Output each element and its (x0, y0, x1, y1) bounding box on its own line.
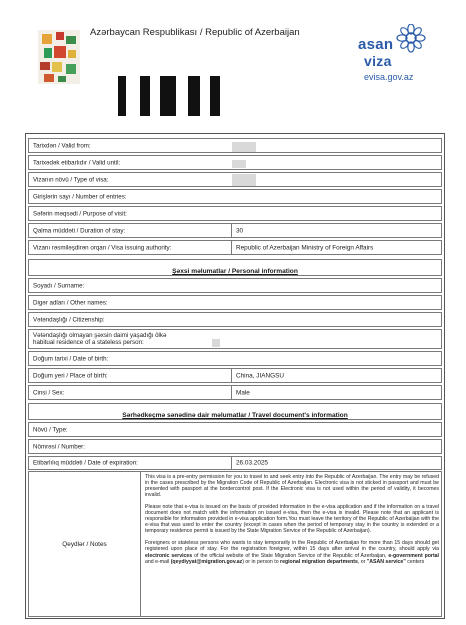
field-sex (28, 385, 442, 400)
field-label: Soyadı / Surname: (33, 281, 85, 289)
field-citizenship (28, 312, 442, 327)
redacted-value (232, 142, 256, 152)
notes-label: Qeydlər / Notes (29, 472, 141, 616)
field-authority (28, 240, 442, 255)
notes-row (28, 471, 442, 617)
redacted-barcode (118, 76, 126, 116)
field-label: Digər adları / Other names: (33, 298, 108, 306)
field-label: Qalma müddəti / Duration of stay: (33, 226, 126, 234)
document-header (0, 0, 466, 132)
redacted-value (212, 339, 220, 347)
notes-span: centers (407, 558, 425, 565)
section-title: Sərhədkeçmə sənədinə dair məlumatlar / Travel document's information (122, 412, 348, 419)
notes-email: (qeydiyyat@migration.gov.az (170, 558, 243, 565)
section-title: Şəxsi məlumatlar / Personal information (172, 268, 298, 275)
redacted-value (232, 174, 256, 186)
field-label: Girişlərin sayı / Number of entries: (33, 192, 127, 200)
field-expiration (28, 456, 442, 470)
field-stateless-residence (28, 329, 442, 349)
section-travel-document (28, 403, 442, 420)
redacted-barcode (188, 76, 200, 116)
logo-asan-text: asan (358, 36, 394, 53)
field-value: China, JIANGSU (236, 372, 284, 379)
notes-span: of the official website of the State Migration Service of the Republic of Azerbaijan, (194, 552, 387, 559)
notes-span: , or (357, 558, 366, 565)
field-label: Doğum yeri / Place of birth: (33, 371, 108, 379)
field-label: Tarixdən / Valid from: (33, 141, 91, 149)
field-surname (28, 278, 442, 293)
field-date-of-birth (28, 351, 442, 366)
field-label: Nömrəsi / Number: (33, 442, 85, 450)
notes-emphasis: e-government portal (388, 552, 439, 559)
field-other-names (28, 295, 442, 310)
field-purpose (28, 206, 442, 221)
field-document-type (28, 422, 442, 437)
redacted-value (232, 160, 246, 168)
notes-paragraph: Please note that e-visa is issued on the basis of provided information in the e-visa application and if the information on a travel document does not match with the information on issued e-visa, then the e-visa is invalid. Please note that an applicant is responsible for information provided in e-visa application form.You must leave the territory of the Republic of Azerbaijan with the e-visa that was used to enter the country (except in cases when the period of temporary stay in the country is extended or a temporary residence permit is issued by the State Migration Service of the Republic of Azerbaijan). (145, 504, 439, 535)
field-place-of-birth (28, 368, 442, 383)
field-value: 30 (236, 227, 244, 234)
website-text: evisa.gov.az (364, 72, 414, 82)
field-label: Tarixədək etibarlıdır / Valid until: (33, 158, 121, 166)
notes-emphasis: "ASAN service" (366, 558, 406, 565)
field-label (33, 332, 166, 346)
field-label: Növü / Type: (33, 425, 68, 433)
field-label-line1: Vətəndaşlığı olmayan şəxsin daimi yaşadığı ölkə (33, 331, 167, 339)
redacted-barcode (160, 76, 176, 116)
notes-paragraph (145, 540, 439, 564)
field-label: Səfərin məqsədi / Purpose of visit: (33, 209, 127, 217)
field-label-line2: habitual residence of a stateless person: (33, 339, 144, 346)
notes-span: ) or in person to (242, 558, 279, 565)
field-label: Cinsi / Sex: (33, 388, 65, 396)
field-label: Vətəndaşlığı / Citizenship: (33, 315, 105, 323)
field-value: Republic of Azerbaijan Ministry of Foreign Affairs (236, 244, 374, 251)
visa-form (25, 133, 445, 619)
field-document-number (28, 439, 442, 454)
notes-emphasis: electronic services (145, 552, 193, 559)
notes-emphasis: regional migration departments (280, 558, 358, 565)
redacted-barcode (210, 76, 220, 116)
field-duration (28, 223, 442, 238)
notes-span: and e-mail (145, 558, 170, 565)
logo-viza-text: viza (364, 53, 392, 69)
field-label: Doğum tarixi / Date of birth: (33, 354, 109, 362)
notes-span: Foreigners or stateless persons who wants to stay temporarily in the Republic of Azerbaijan for more than 15 days should get registered upon place of stay. For the registration foreigner, within 15 days after arrival in the country, should apply via (145, 540, 439, 553)
flower-icon (394, 24, 428, 64)
notes-text (145, 474, 439, 571)
field-value: 26.03.2025 (236, 459, 268, 467)
field-entries (28, 189, 442, 204)
redacted-barcode (140, 76, 150, 116)
field-label: Vizanı rəsmiləşdirən orqan / Visa issuing authority: (33, 243, 172, 251)
field-label: Vizanın növü / Type of visa: (33, 175, 109, 183)
field-label: Etibarlılıq müddəti / Date of expiration: (33, 459, 138, 467)
header-title: Azərbaycan Respublikası / Republic of Azerbaijan (90, 27, 300, 38)
qr-code-image (38, 30, 80, 84)
section-personal-information (28, 259, 442, 276)
field-value: Male (236, 389, 250, 396)
notes-paragraph: This visa is a pre-entry permission for you to travel to and seek entry into the Republic of Azerbaijan. The entry may be refused in the cases prescribed by the Migration Code of Republic of Azerbaijan. Electronic visa is not sticked in passport and must be presented with passport at the bordercontrol post. If the Electronic visa is not used within the period of validity, it becomes invalid. (145, 474, 439, 499)
